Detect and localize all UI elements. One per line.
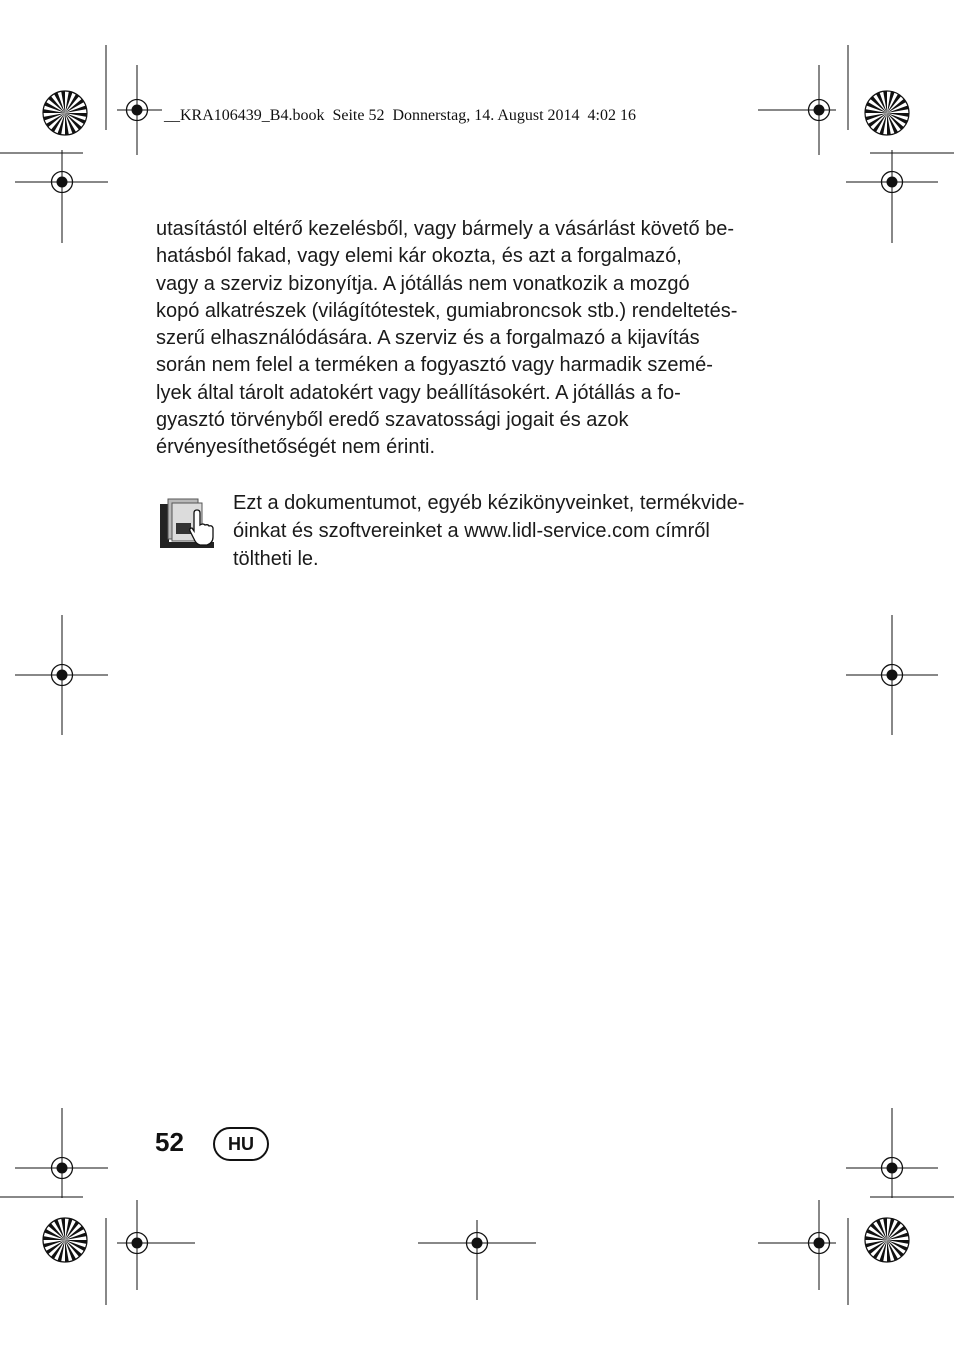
paragraph-line: gyasztó törvényből eredő szavatossági jogait és azok xyxy=(156,409,629,432)
paragraph-line: utasítástól eltérő kezelésből, vagy bármely a vásárlást követő be- xyxy=(156,218,735,240)
sunburst-mark xyxy=(865,1218,909,1262)
registration-mark xyxy=(882,665,903,686)
download-document-icon xyxy=(158,496,216,552)
icon-label xyxy=(176,523,191,534)
warranty-paragraph xyxy=(156,216,737,462)
note-line: Ezt a dokumentumot, egyéb kézikönyveinket, termékvide- xyxy=(233,492,745,514)
registration-mark xyxy=(809,100,830,121)
download-note xyxy=(233,489,744,573)
paragraph-line: során nem felel a terméken a fogyasztó vagy harmadik szemé- xyxy=(156,354,713,377)
paragraph-line: érvényesíthetőségét nem érinti. xyxy=(156,436,436,459)
sunburst-mark xyxy=(865,91,909,135)
note-line: töltheti le. xyxy=(233,548,319,570)
paragraph-line: kopó alkatrészek (világítótestek, gumiabroncsok stb.) rendeltetés- xyxy=(156,299,738,322)
registration-mark xyxy=(52,172,73,193)
registration-mark xyxy=(52,665,73,686)
paragraph-line: vagy a szerviz bizonyítja. A jótállás nem vonatkozik a mozgó xyxy=(156,272,690,295)
page-number: 52 xyxy=(155,1127,184,1157)
registration-mark xyxy=(52,1158,73,1179)
sunburst-mark xyxy=(43,91,87,135)
language-badge: HU xyxy=(213,1127,269,1161)
print-slug-header: __KRA106439_B4.book Seite 52 Donnerstag, 14. August 2014 4:02 16 xyxy=(164,107,636,124)
note-line: óinkat és szoftvereinket a www.lidl-service.com címről xyxy=(233,520,710,542)
paragraph-line: lyek által tárolt adatokért vagy beállításokért. A jótállás a fo- xyxy=(156,381,681,404)
paragraph-line: szerű elhasználódására. A szerviz és a forgalmazó a kijavítás xyxy=(156,327,700,350)
registration-mark xyxy=(882,1158,903,1179)
sunburst-mark xyxy=(43,1218,87,1262)
registration-mark xyxy=(809,1233,830,1254)
registration-mark xyxy=(882,172,903,193)
registration-mark xyxy=(467,1233,488,1254)
registration-mark xyxy=(127,1233,148,1254)
paragraph-line: hatásból fakad, vagy elemi kár okozta, és azt a forgalmazó, xyxy=(156,245,682,268)
registration-mark xyxy=(127,100,148,121)
